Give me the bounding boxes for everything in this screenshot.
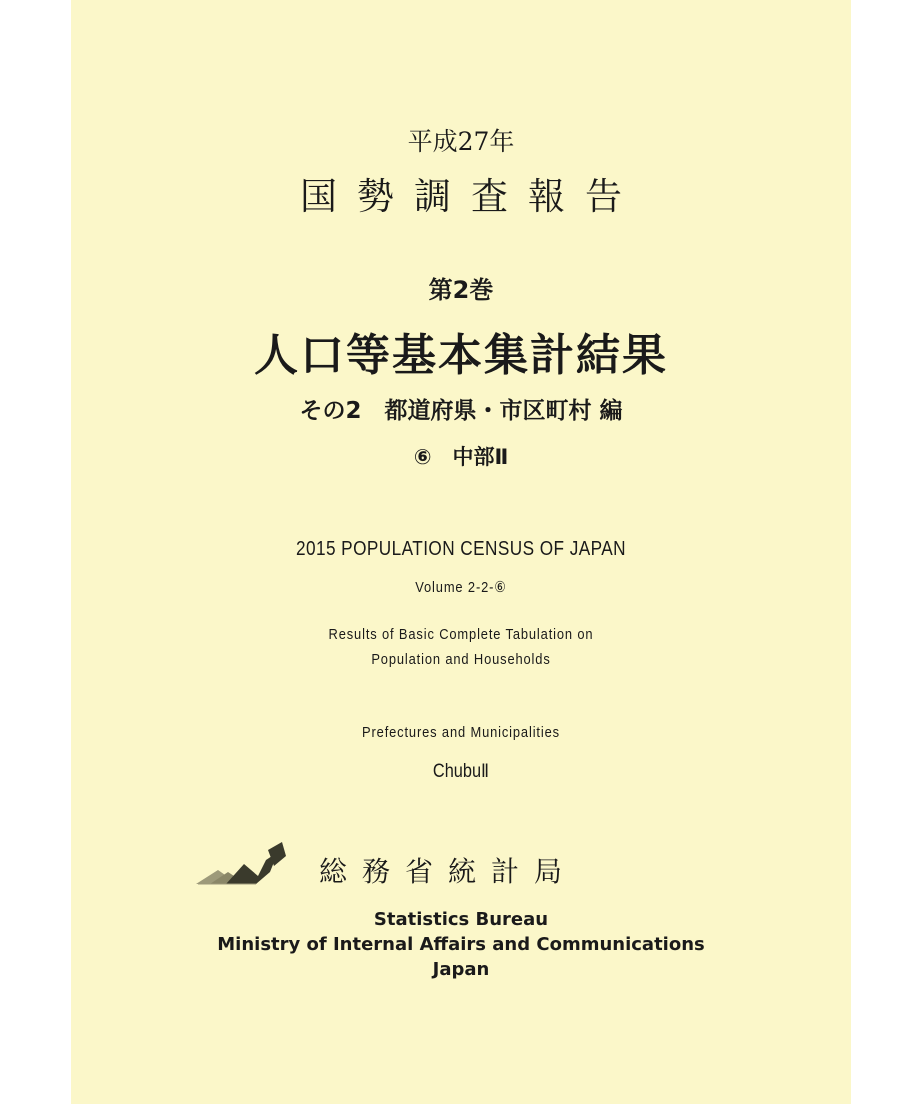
main-title: 人口等基本集計結果	[254, 330, 668, 381]
publisher-name-en-2: Ministry of Internal Affairs and Communications	[217, 934, 705, 955]
english-title: 2015 POPULATION CENSUS OF JAPAN	[295, 538, 627, 560]
part-title: その2 都道府県・市区町村 編	[299, 398, 623, 424]
english-results-line-2: Population and Households	[371, 651, 551, 668]
publisher-name-en-1: Statistics Bureau	[373, 909, 549, 930]
cover-page	[71, 0, 851, 1104]
volume-number-jp: 第2巻	[428, 276, 494, 304]
publisher-name-jp: 総務省統計局	[319, 855, 578, 888]
report-title: 国勢調査報告	[300, 175, 642, 218]
english-prefectures: Prefectures and Municipalities	[362, 724, 560, 741]
english-volume: Volume 2-2-⑥	[415, 579, 507, 596]
era-year: 平成27年	[407, 127, 515, 156]
statistics-bureau-logo-icon	[196, 842, 291, 887]
english-results-line-1: Results of Basic Complete Tabulation on	[328, 626, 594, 643]
publisher-name-en-3: Japan	[432, 959, 490, 980]
english-region: ChubuⅡ	[432, 761, 490, 782]
region-jp: ⑥ 中部Ⅱ	[413, 445, 509, 469]
